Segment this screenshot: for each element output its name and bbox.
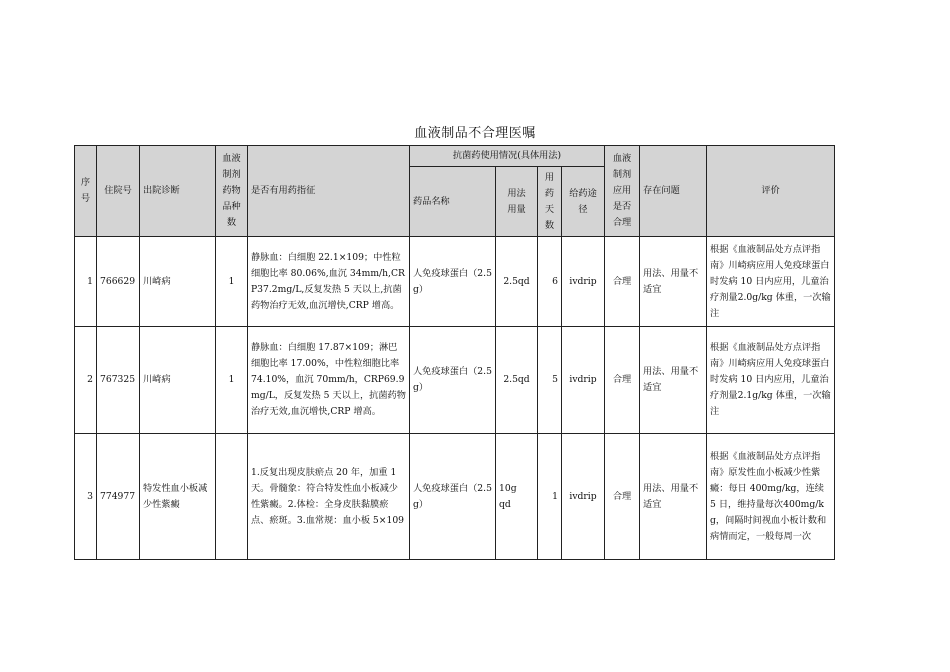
header-admission-no: 住院号	[97, 146, 140, 237]
cell-indication: 静脉血：白细胞 22.1×109；中性粒细胞比率 80.06%,血沉 34mm/h,CRP37.2mg/L,反复发热 5 天以上,抗菌药物治疗无效,血沉增快,CRP 增高。	[248, 237, 410, 327]
cell-indication: 静脉血：白细胞 17.87×109；淋巴细胞比率 17.00%，中性粒细胞比率 74.10%，血沉 70mm/h，CRP69.9mg/L，反复发热 5 天以上，抗菌药物治疗无效,血沉增快,CRP 增高。	[248, 327, 410, 434]
header-route: 给药途 径	[562, 167, 605, 237]
cell-rational: 合理	[605, 327, 640, 434]
cell-admission-no: 774977	[97, 434, 140, 560]
header-diagnosis: 出院诊断	[140, 146, 216, 237]
cell-problem: 用法、用量不适宜	[640, 237, 707, 327]
cell-seq: 2	[75, 327, 97, 434]
cell-rational: 合理	[605, 237, 640, 327]
cell-dosage: 10g qd	[496, 434, 538, 560]
cell-seq: 3	[75, 434, 97, 560]
header-problem: 存在问题	[640, 146, 707, 237]
cell-product-types	[216, 434, 248, 560]
cell-days: 1	[538, 434, 562, 560]
header-blood-rational: 血液 制剂 应用 是否 合理	[605, 146, 640, 237]
cell-drug-name: 人免疫球蛋白（2.5g）	[410, 237, 496, 327]
cell-evaluation: 根据《血液制品处方点评指南》原发性血小板减少性紫癜：每日 400mg/kg，连续 5 日，维持量每次400mg/kg，间隔时间视血小板计数和病情而定，一般每周一次	[707, 434, 835, 560]
cell-seq: 1	[75, 237, 97, 327]
cell-dosage: 2.5qd	[496, 327, 538, 434]
table-row	[75, 237, 835, 327]
cell-product-types: 1	[216, 237, 248, 327]
cell-indication: 1.反复出现皮肤瘀点 20 年，加重 1 天。骨髓象：符合特发性血小板减少性紫癜。2.体检：全身皮肤黏膜瘀点、瘀斑。3.血常规：血小板 5×109	[248, 434, 410, 560]
header-seq: 序 号	[75, 146, 97, 237]
document-title: 血液制品不合理医嘱	[414, 126, 536, 141]
cell-diagnosis: 川崎病	[140, 327, 216, 434]
header-drug-name: 药品名称	[410, 167, 496, 237]
cell-drug-name: 人免疫球蛋白（2.5g）	[410, 327, 496, 434]
cell-route: ivdrip	[562, 434, 605, 560]
cell-evaluation: 根据《血液制品处方点评指南》川崎病应用人免疫球蛋白时发病 10 日内应用，儿童治疗剂量2.1g/kg 体重，一次输注	[707, 327, 835, 434]
cell-route: ivdrip	[562, 237, 605, 327]
cell-problem: 用法、用量不适宜	[640, 434, 707, 560]
header-evaluation: 评价	[707, 146, 835, 237]
header-product-types: 血液 制剂 药物 品种 数	[216, 146, 248, 237]
header-indication: 是否有用药指征	[248, 146, 410, 237]
cell-dosage: 2.5qd	[496, 237, 538, 327]
blood-product-orders-table	[74, 145, 835, 560]
table-row	[75, 434, 835, 560]
cell-diagnosis: 川崎病	[140, 237, 216, 327]
cell-rational: 合理	[605, 434, 640, 560]
cell-problem: 用法、用量不适宜	[640, 327, 707, 434]
cell-drug-name: 人免疫球蛋白（2.5g）	[410, 434, 496, 560]
cell-evaluation: 根据《血液制品处方点评指南》川崎病应用人免疫球蛋白时发病 10 日内应用，儿童治疗剂量2.0g/kg 体重，一次输注	[707, 237, 835, 327]
cell-admission-no: 766629	[97, 237, 140, 327]
header-days: 用 药 天 数	[538, 167, 562, 237]
cell-product-types: 1	[216, 327, 248, 434]
cell-admission-no: 767325	[97, 327, 140, 434]
cell-diagnosis: 特发性血小板减少性紫癜	[140, 434, 216, 560]
header-antibiotic-usage: 抗菌药使用情况(具体用法)	[410, 146, 605, 167]
header-dosage: 用法 用量	[496, 167, 538, 237]
cell-days: 6	[538, 237, 562, 327]
table-row	[75, 327, 835, 434]
cell-days: 5	[538, 327, 562, 434]
cell-route: ivdrip	[562, 327, 605, 434]
